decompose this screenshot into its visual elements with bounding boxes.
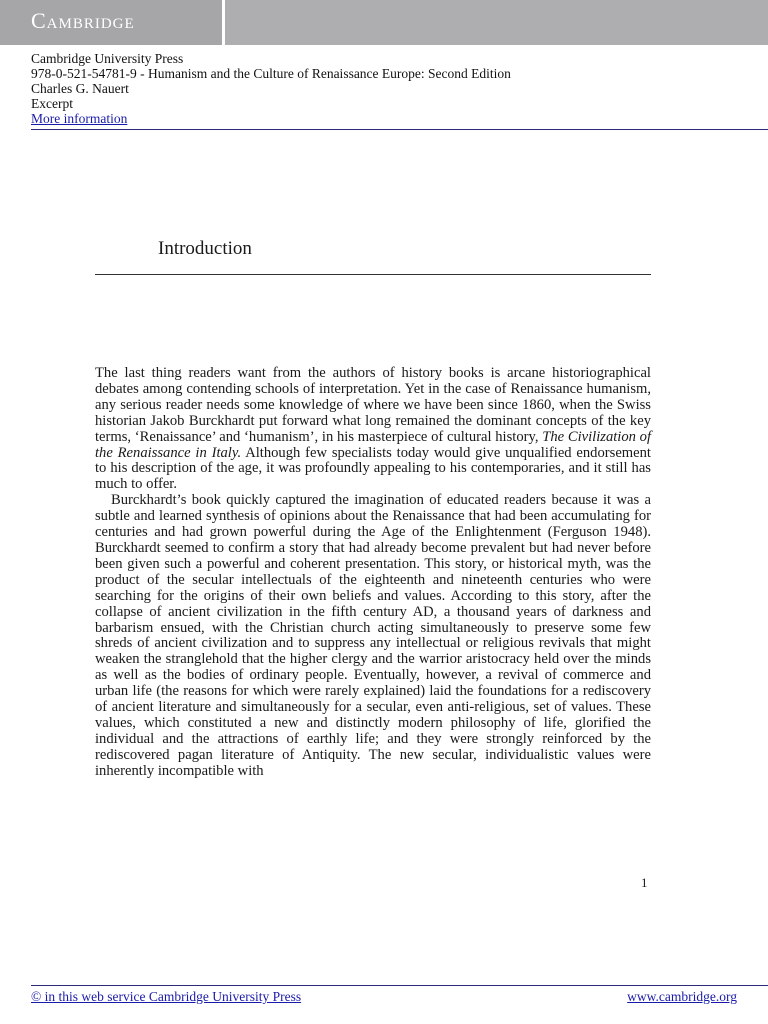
more-information-link[interactable]: More information — [31, 111, 128, 126]
content-type: Excerpt — [31, 96, 73, 111]
book-title-italic: The Civilization of the Renaissance in Italy. — [95, 428, 652, 461]
page-number: 1 — [641, 875, 648, 890]
banner-divider — [222, 0, 225, 45]
publisher-banner — [0, 0, 768, 45]
brand-logo: Cambridge — [31, 8, 135, 33]
paragraph-1-text-b: Although few specialists today would give unqualified endorsement to his description of the age, it was profoundly appealing to his contemporaries, and it still has much to offer. — [95, 444, 651, 493]
paragraph-1 — [95, 366, 651, 493]
chapter-title: Introduction — [158, 238, 252, 259]
chapter-title-rule — [95, 274, 651, 275]
isbn-title: 978-0-521-54781-9 - Humanism and the Culture of Renaissance Europe: Second Edition — [31, 66, 511, 81]
publisher-name: Cambridge University Press — [31, 51, 184, 66]
author-name: Charles G. Nauert — [31, 81, 129, 96]
brand-block — [0, 0, 222, 45]
header-rule — [31, 129, 768, 130]
paragraph-1-text-a: The last thing readers want from the authors of history books is arcane historiographical debates among contending schools of interpretation. Yet in the case of Renaissance humanism, any serious reader needs some knowledge of where we have been since 1860, when the Swiss historian Jakob Burckhardt put forward what long remained the dominant concepts of the key terms, ‘Renaissance’ and ‘humanism’, in his masterpiece of cultural history, — [95, 365, 651, 445]
copyright-link[interactable]: © in this web service Cambridge University Press — [31, 989, 302, 1004]
paragraph-2: Burckhardt’s book quickly captured the imagination of educated readers because it was a subtle and learned synthesis of opinions about the Renaissance that had been accumulating for centuries and had grown powerful during the Age of the Enlightenment (Ferguson 1948). Burckhardt seemed to confirm a story that had already become prevalent but had never before been given such a powerful and coherent presentation. This story, or historical myth, was the product of the secular intellectuals of the eighteenth and nineteenth centuries who were searching for the origins of their own beliefs and values. According to this story, after the collapse of ancient civilization in the fifth century AD, a thousand years of darkness and barbarism ensued, with the Christian church acting simultaneously to preserve some few shreds of ancient civilization and to suppress any intellectual or religious revivals that might weaken the stranglehold that the higher clergy and the warrior aristocracy held over the minds as well as the bodies of ordinary people. Eventually, however, a revival of commerce and urban life (the reasons for which were rarely explained) laid the foundations for a rediscovery of ancient literature and simultaneously for a secular, even anti-religious, set of values. These values, which constituted a new and distinctly modern philosophy of life, glorified the individual and the attractions of earthly life; and they were strongly reinforced by the rediscovered pagan literature of Antiquity. The new secular, individualistic values were inherently incompatible with — [95, 492, 651, 779]
footer-rule — [31, 985, 768, 986]
website-link[interactable]: www.cambridge.org — [627, 989, 737, 1004]
body-text — [95, 366, 651, 780]
book-metadata — [31, 51, 511, 126]
